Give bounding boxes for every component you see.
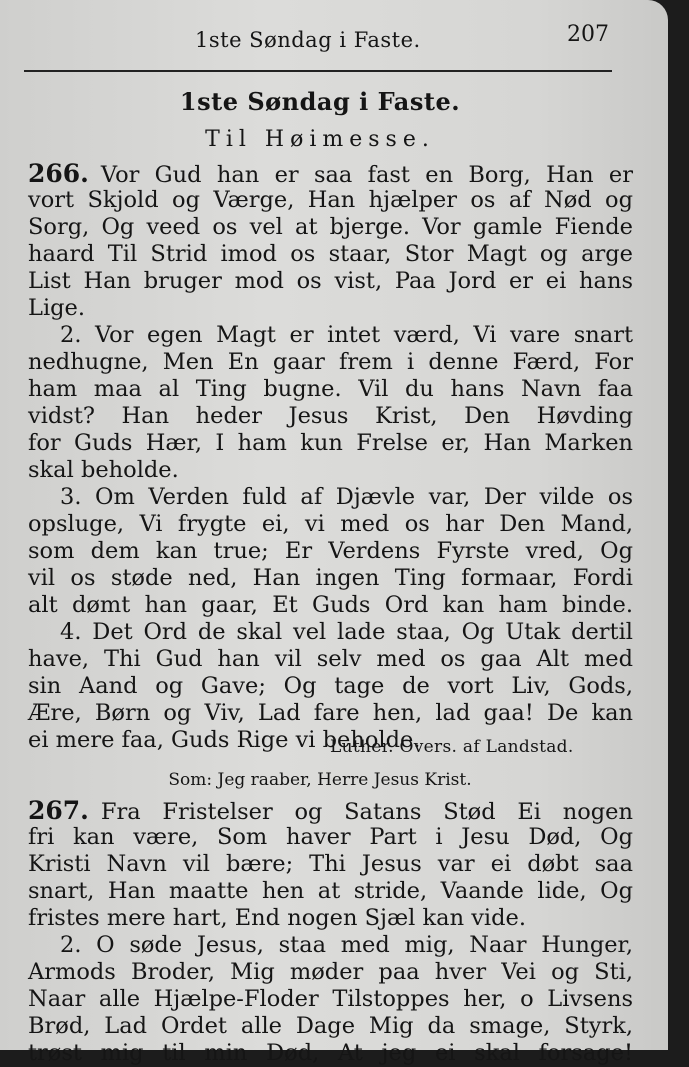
hymn-line: Sorg, Og veed os vel at bjerge. Vor gamle Fiende	[28, 214, 633, 240]
running-head	[0, 22, 668, 52]
hymn-line: Naar alle Hjælpe-Floder Tilstoppes her, o Livsens	[28, 986, 633, 1012]
hymn-line: snart, Han maatte hen at stride, Vaande lide, Og	[28, 878, 633, 904]
hymn-line: nedhugne, Men En gaar frem i denne Færd, For	[28, 349, 633, 375]
hymn-line: som dem kan true; Er Verdens Fyrste vred, Og	[28, 538, 633, 564]
hymn-line: 266. Vor Gud han er saa fast en Borg, Han er	[28, 159, 633, 188]
hymn-line: for Guds Hær, I ham kun Frelse er, Han Marken	[28, 430, 633, 456]
hymn-line: vort Skjold og Værge, Han hjælper os af Nød og	[28, 187, 633, 213]
hymn-number: 266.	[28, 159, 89, 188]
hymn-line: vidst? Han heder Jesus Krist, Den Høvding	[28, 403, 633, 429]
hymn-line: sin Aand og Gave; Og tage de vort Liv, Gods,	[28, 673, 633, 699]
hymn-line: 267. Fra Fristelser og Satans Stød Ei nogen	[28, 796, 633, 825]
running-head-title: 1ste Søndag i Faste.	[195, 28, 421, 52]
hymn-number: 267.	[28, 796, 89, 825]
hymn-line: 2. O søde Jesus, staa med mig, Naar Hunger,	[60, 932, 633, 958]
hymn-line: Brød, Lad Ordet alle Dage Mig da smage, Styrk,	[28, 1013, 633, 1039]
hymn-line: List Han bruger mod os vist, Paa Jord er ei hans	[28, 268, 633, 294]
hymn-line: fristes mere hart, End nogen Sjæl kan vide.	[28, 905, 526, 931]
hymn-line: ham maa al Ting bugne. Vil du hans Navn faa	[28, 376, 633, 402]
hymn-line: alt dømt han gaar, Et Guds Ord kan ham binde.	[28, 592, 633, 618]
hymn-line: Ære, Børn og Viv, Lad fare hen, lad gaa! De kan	[28, 700, 633, 726]
header-rule	[24, 70, 612, 72]
hymn-line: 4. Det Ord de skal vel lade staa, Og Utak dertil	[60, 619, 633, 645]
section-title: 1ste Søndag i Faste.	[179, 87, 461, 116]
page-number: 207	[567, 22, 609, 47]
hymn-attribution: Luther. Overs. af Landstad.	[330, 737, 574, 757]
hymn-line: trøst mig til min Død, At jeg ei skal forsage!	[28, 1040, 633, 1066]
hymn-line: fri kan være, Som haver Part i Jesu Død, Og	[28, 824, 633, 850]
hymn-line: Armods Broder, Mig møder paa hver Vei og Sti,	[28, 959, 633, 985]
hymn-line: Lige.	[28, 295, 86, 321]
hymn-line: Kristi Navn vil bære; Thi Jesus var ei døbt saa	[28, 851, 633, 877]
hymn-line: haard Til Strid imod os staar, Stor Magt og arge	[28, 241, 633, 267]
hymn-line: have, Thi Gud han vil selv med os gaa Alt med	[28, 646, 633, 672]
hymn-line: skal beholde.	[28, 457, 179, 483]
hymn-line: 3. Om Verden fuld af Djævle var, Der vilde os	[60, 484, 633, 510]
hymn-line: vil os støde ned, Han ingen Ting formaar, Fordi	[28, 565, 633, 591]
melody-note: Som: Jeg raaber, Herre Jesus Krist.	[168, 770, 472, 790]
hymn-line: opsluge, Vi frygte ei, vi med os har Den Mand,	[28, 511, 633, 537]
hymn-line: ei mere faa, Guds Rige vi beholde.	[28, 727, 421, 753]
service-title: Til Høimesse.	[205, 127, 435, 152]
hymn-line: 2. Vor egen Magt er intet værd, Vi vare snart	[60, 322, 633, 348]
